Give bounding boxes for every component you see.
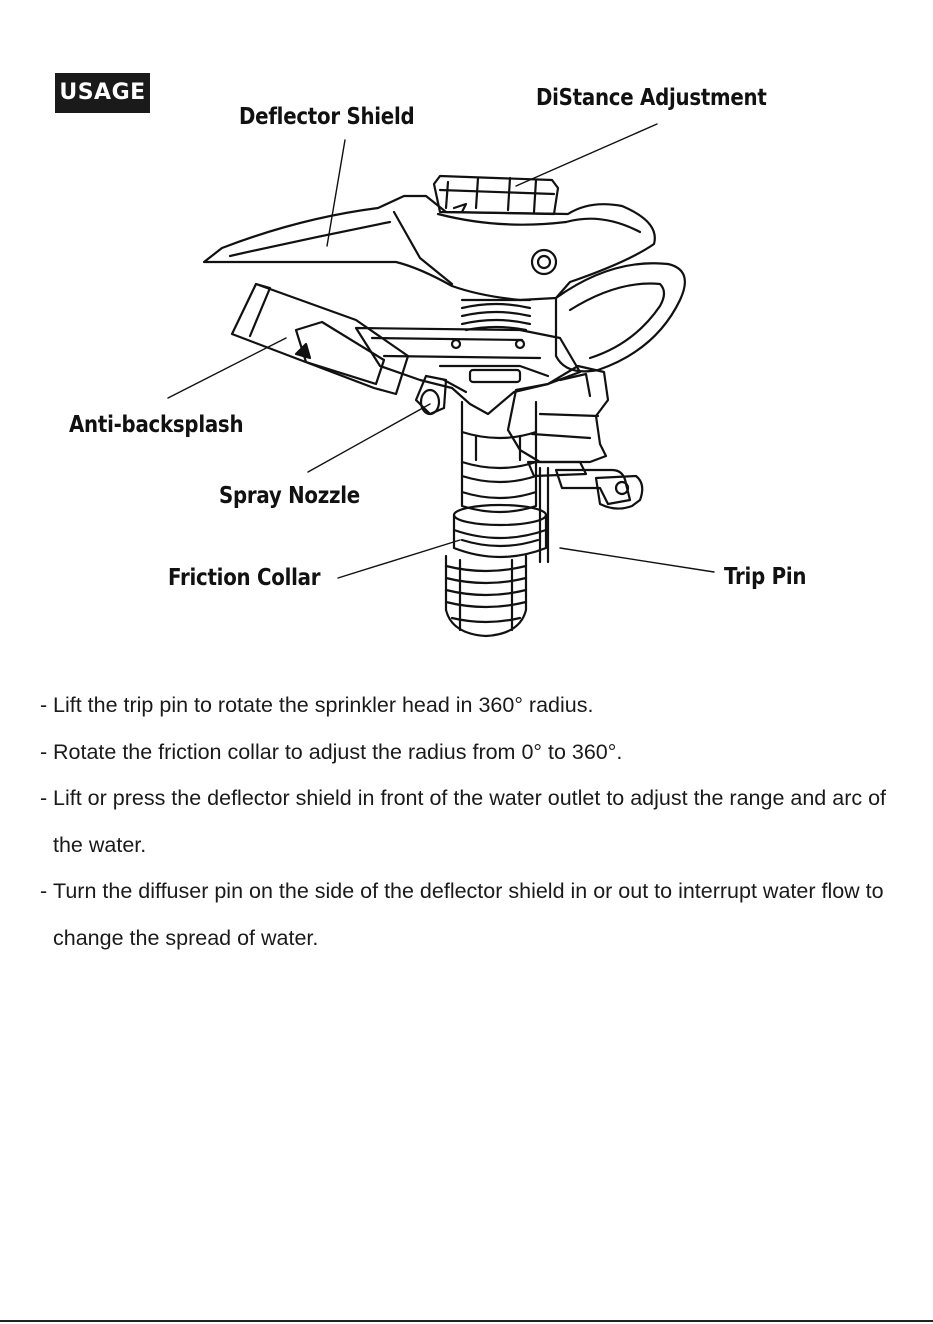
instruction-item: - Lift the trip pin to rotate the sprinkler head in 360° radius. bbox=[40, 682, 910, 729]
sprinkler-diagram bbox=[0, 0, 933, 660]
label-distance-adjustment: DiStance Adjustment bbox=[536, 85, 767, 111]
label-spray-nozzle: Spray Nozzle bbox=[219, 483, 360, 509]
instruction-item: - Turn the diffuser pin on the side of the deflector shield in or out to interrupt water flow to change the spread of water. bbox=[40, 868, 910, 961]
instruction-item: - Rotate the friction collar to adjust the radius from 0° to 360°. bbox=[40, 729, 910, 776]
bearing-body bbox=[462, 432, 536, 512]
label-anti-backsplash: Anti-backsplash bbox=[69, 412, 244, 438]
deflector-shield bbox=[204, 196, 655, 300]
instruction-item: - Lift or press the deflector shield in front of the water outlet to adjust the range and arc of the water. bbox=[40, 775, 910, 868]
label-trip-pin: Trip Pin bbox=[724, 564, 807, 590]
threaded-base bbox=[446, 556, 526, 636]
leader-trip-pin bbox=[560, 548, 714, 572]
usage-instructions bbox=[40, 682, 910, 961]
anti-backsplash bbox=[232, 284, 408, 394]
bottom-rule bbox=[0, 1320, 933, 1322]
leader-lines bbox=[168, 124, 714, 578]
usage-badge: USAGE bbox=[55, 73, 150, 113]
label-friction-collar: Friction Collar bbox=[168, 565, 321, 591]
leader-deflector-shield bbox=[327, 140, 345, 246]
label-deflector-shield: Deflector Shield bbox=[239, 104, 415, 130]
leader-spray-nozzle bbox=[308, 404, 430, 472]
leader-distance-adjustment bbox=[516, 124, 657, 186]
leader-friction-collar bbox=[338, 540, 460, 578]
distance-adjustment-knob bbox=[434, 176, 558, 214]
